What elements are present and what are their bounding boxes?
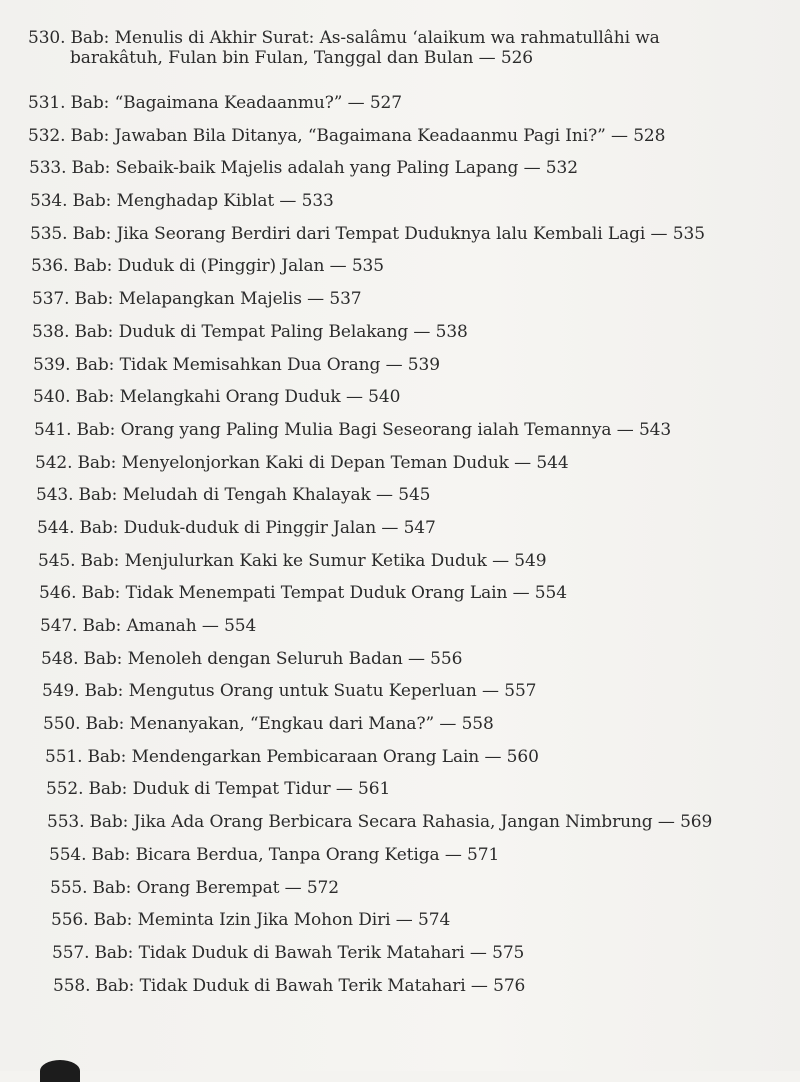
entry-title: Bab: Jika Seorang Berdiri dari Tempat Duduknya lalu Kembali Lagi — 535 [72, 223, 705, 244]
toc-entry [0, 322, 800, 355]
entry-number: 532. [28, 125, 66, 146]
toc-entry [0, 910, 800, 943]
toc-entry [0, 616, 800, 649]
entry-number: 533. [29, 158, 67, 179]
entry-number: 537. [32, 289, 70, 310]
entry-title: Bab: Mendengarkan Pembicaraan Orang Lain — 560 [87, 746, 539, 767]
toc-entry [0, 518, 800, 551]
toc-entry [0, 224, 800, 257]
entry-title: Bab: Orang yang Paling Mulia Bagi Seseorang ialah Temannya — 543 [76, 419, 672, 440]
entry-number: 534. [30, 191, 68, 212]
entry-title: Bab: Orang Berempat — 572 [92, 877, 339, 898]
entry-title: Bab: Menjulurkan Kaki ke Sumur Ketika Duduk — 549 [80, 550, 547, 571]
toc-entry [0, 158, 800, 191]
entry-title: Bab: Mengutus Orang untuk Suatu Keperluan — 557 [84, 681, 537, 702]
entry-number: 551. [45, 746, 83, 767]
entry-number: 540. [33, 387, 71, 408]
entry-number: 536. [31, 256, 69, 277]
toc-entry [0, 583, 800, 616]
entry-title: Bab: Tidak Memisahkan Dua Orang — 539 [75, 354, 440, 375]
toc-entry [0, 878, 800, 911]
toc-entry [0, 649, 800, 682]
entry-number: 531. [28, 93, 66, 113]
entry-number: 543. [36, 485, 74, 506]
toc-entry [0, 28, 800, 93]
toc-entry [0, 191, 800, 224]
entry-title: Bab: Menyelonjorkan Kaki di Depan Teman Duduk — 544 [77, 452, 569, 473]
toc-entry [0, 747, 800, 780]
table-of-contents [0, 28, 800, 1008]
toc-entry [0, 681, 800, 714]
entry-title: Bab: Duduk-duduk di Pinggir Jalan — 547 [79, 517, 436, 538]
toc-entry [0, 845, 800, 878]
toc-entry [0, 289, 800, 322]
toc-entry [0, 93, 800, 126]
entry-number: 544. [37, 517, 75, 538]
toc-entry [0, 453, 800, 486]
toc-entry [0, 943, 800, 976]
toc-entry [0, 812, 800, 845]
toc-entry [0, 551, 800, 584]
entry-title: Bab: Jika Ada Orang Berbicara Secara Rahasia, Jangan Nimbrung — 569 [89, 812, 713, 833]
entry-number: 554. [49, 844, 87, 865]
toc-entry [0, 420, 800, 453]
entry-title: Bab: Sebaik-baik Majelis adalah yang Paling Lapang — 532 [71, 158, 578, 179]
entry-number: 530. [28, 28, 66, 48]
entry-number: 548. [41, 648, 79, 669]
entry-title: Bab: Menulis di Akhir Surat: As-salâmu ‘alaikum wa rahmatullâhi wa [70, 28, 660, 48]
entry-number: 557. [52, 942, 90, 963]
entry-title: Bab: Duduk di Tempat Paling Belakang — 538 [74, 321, 468, 342]
entry-number: 546. [39, 583, 77, 604]
entry-number: 545. [38, 550, 76, 571]
entry-number: 539. [33, 354, 71, 375]
entry-number: 558. [53, 975, 91, 996]
entry-number: 549. [42, 681, 80, 702]
toc-entry [0, 387, 800, 420]
entry-title: Bab: Menanyakan, “Engkau dari Mana?” — 558 [85, 714, 494, 735]
toc-entry [0, 126, 800, 159]
toc-entry [0, 976, 800, 1009]
entry-title: Bab: Tidak Duduk di Bawah Terik Matahari — 575 [94, 942, 525, 963]
entry-title: Bab: Melapangkan Majelis — 537 [74, 289, 362, 310]
toc-entry [0, 355, 800, 388]
page-edge-shadow [40, 1060, 80, 1082]
entry-title: Bab: Meminta Izin Jika Mohon Diri — 574 [93, 910, 451, 931]
entry-title: Bab: Meludah di Tengah Khalayak — 545 [78, 485, 431, 506]
entry-number: 547. [40, 616, 78, 636]
entry-number: 542. [35, 452, 73, 473]
entry-title: Bab: Duduk di Tempat Tidur — 561 [88, 779, 391, 800]
entry-title: Bab: “Bagaimana Keadaanmu?” — 527 [70, 93, 402, 113]
entry-number: 538. [32, 321, 70, 342]
entry-number: 541. [34, 419, 72, 440]
entry-number: 555. [50, 877, 88, 898]
entry-number: 556. [51, 910, 89, 931]
entry-title: Bab: Tidak Menempati Tempat Duduk Orang Lain — 554 [81, 583, 567, 604]
entry-number: 553. [47, 812, 85, 833]
toc-entry [0, 256, 800, 289]
entry-title: Bab: Menoleh dengan Seluruh Badan — 556 [83, 648, 463, 669]
entry-title-continued: barakâtuh, Fulan bin Fulan, Tanggal dan Bulan — 526 [70, 48, 533, 68]
entry-title: Bab: Bicara Berdua, Tanpa Orang Ketiga — 571 [91, 844, 500, 865]
toc-entry [0, 779, 800, 812]
entry-number: 552. [46, 779, 84, 800]
entry-title: Bab: Melangkahi Orang Duduk — 540 [75, 387, 401, 408]
entry-title: Bab: Duduk di (Pinggir) Jalan — 535 [73, 256, 384, 277]
entry-number: 535. [30, 223, 68, 244]
toc-entry [0, 485, 800, 518]
toc-entry [0, 714, 800, 747]
entry-title: Bab: Menghadap Kiblat — 533 [72, 191, 334, 212]
entry-title: Bab: Amanah — 554 [82, 616, 257, 636]
entry-title: Bab: Jawaban Bila Ditanya, “Bagaimana Keadaanmu Pagi Ini?” — 528 [70, 125, 666, 146]
entry-number: 550. [43, 714, 81, 735]
entry-title: Bab: Tidak Duduk di Bawah Terik Matahari — 576 [95, 975, 526, 996]
